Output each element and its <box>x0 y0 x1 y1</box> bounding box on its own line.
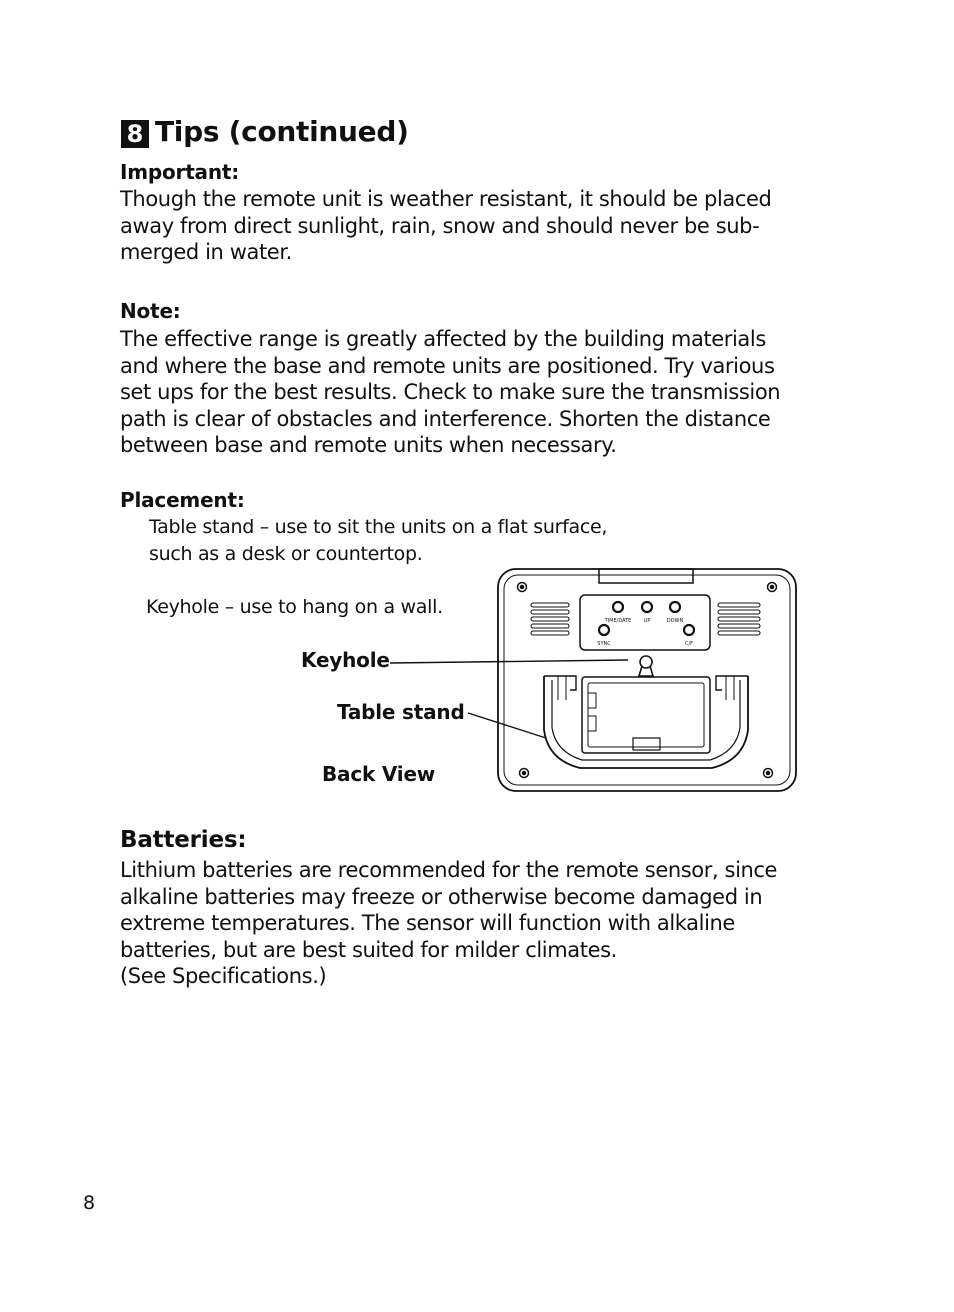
table-stand-inner <box>552 680 740 760</box>
diagram-caption: Back View <box>322 762 436 786</box>
note-paragraph <box>120 326 820 459</box>
batteries-line: extreme temperatures. The sensor will function with alkaline <box>120 911 735 935</box>
down-label: DOWN <box>666 618 684 624</box>
batteries-line: alkaline batteries may freeze or otherwise become damaged in <box>120 884 763 909</box>
placement-keyhole-text: Keyhole – use to hang on a wall. <box>146 596 443 618</box>
stand-hinge-right <box>716 676 748 690</box>
important-heading: Important: <box>120 160 240 184</box>
vent-slots-right <box>718 603 760 635</box>
vent-slots-left <box>531 603 569 635</box>
stand-hinge-left <box>544 676 576 690</box>
down-button-icon <box>670 602 680 612</box>
callout-keyhole: Keyhole <box>301 648 390 672</box>
up-label: UP <box>643 618 651 624</box>
placement-line: such as a desk or countertop. <box>149 543 423 565</box>
page-number: 8 <box>83 1192 96 1214</box>
time-date-button-icon <box>613 602 623 612</box>
screw-icon <box>520 769 529 778</box>
batteries-line: (See Specifications.) <box>120 964 327 988</box>
battery-compartment <box>582 677 710 753</box>
sync-button-icon <box>599 625 609 635</box>
callout-table-stand: Table stand <box>337 700 465 724</box>
sync-label: SYNC <box>597 641 611 647</box>
note-heading: Note: <box>120 299 181 323</box>
batteries-line: batteries, but are best suited for milder climates. <box>120 937 617 962</box>
keyhole-leader-line <box>390 660 628 663</box>
screw-icon <box>764 769 773 778</box>
table-stand-leader-line <box>468 713 546 738</box>
placement-heading: Placement: <box>120 488 245 512</box>
note-line: The effective range is greatly affected by the building materials <box>120 327 766 351</box>
note-line: between base and remote units when necessary. <box>120 433 617 457</box>
up-button-icon <box>642 602 652 612</box>
important-line: Though the remote unit is weather resistant, it should be placed <box>120 187 772 211</box>
cf-label: C/F <box>684 641 694 647</box>
important-paragraph <box>120 186 820 266</box>
battery-latch <box>588 693 596 731</box>
placement-line: Table stand – use to sit the units on a flat surface, <box>149 516 608 538</box>
important-line: away from direct sunlight, rain, snow and should never be sub- <box>120 213 760 238</box>
screw-icon <box>518 583 527 592</box>
note-line: set ups for the best results. Check to make sure the transmission <box>120 380 781 404</box>
batteries-line: Lithium batteries are recommended for the remote sensor, since <box>120 858 778 882</box>
important-line: merged in water. <box>120 240 292 264</box>
stand-clip-left <box>558 676 566 700</box>
note-line: path is clear of obstacles and interference. Shorten the distance <box>120 406 771 431</box>
battery-cover-tab <box>633 738 660 750</box>
page-title: Tips (continued) <box>155 115 409 148</box>
section-number-badge: 8 <box>121 120 149 148</box>
stand-clip-right <box>726 676 734 700</box>
back-view-illustration <box>380 560 810 800</box>
time-date-label: TIME/DATE <box>604 618 632 624</box>
batteries-paragraph <box>120 857 820 990</box>
screw-icon <box>768 583 777 592</box>
batteries-heading: Batteries: <box>120 827 247 853</box>
note-line: and where the base and remote units are positioned. Try various <box>120 353 775 378</box>
cf-button-icon <box>684 625 694 635</box>
device-top-tab <box>599 569 693 583</box>
